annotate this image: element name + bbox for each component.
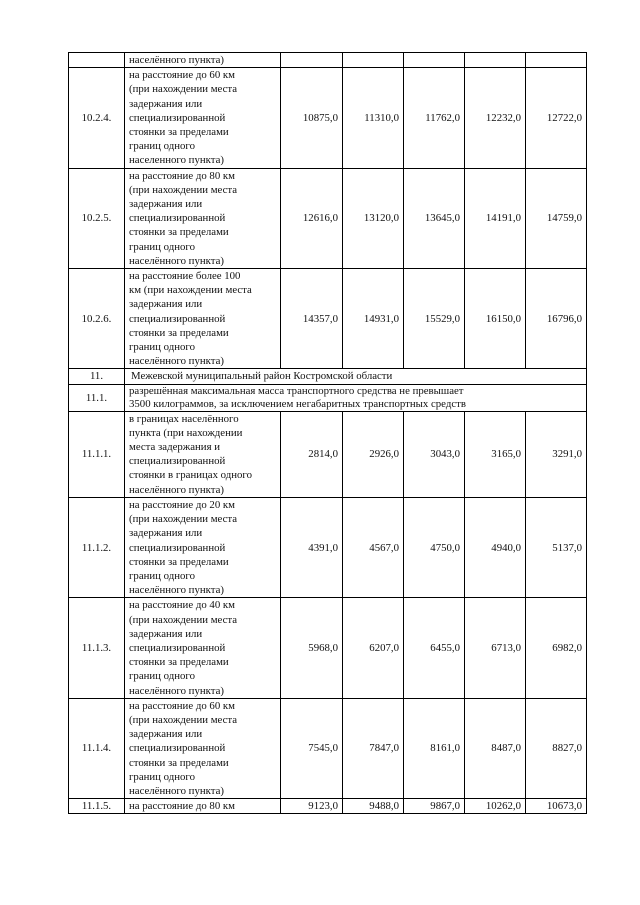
table-row	[69, 269, 587, 369]
price-value: 10262,0	[465, 799, 526, 814]
price-value: 3165,0	[465, 411, 526, 497]
price-value: 11762,0	[404, 68, 465, 168]
table-row	[69, 698, 587, 798]
price-value: 3043,0	[404, 411, 465, 497]
item-description: на расстояние до 40 км (при нахождении места задержания или специализированной стоянки за пределами границ одного населённого пункта)	[125, 598, 281, 698]
price-value: 6713,0	[465, 598, 526, 698]
subsection-description: разрешённая максимальная масса транспортного средства не превышает 3500 килограммов, за исключением негабаритных транспортных средств	[125, 384, 587, 411]
price-value: 5968,0	[281, 598, 343, 698]
table-body	[69, 53, 587, 814]
item-description: населённого пункта)	[125, 53, 281, 68]
price-cell	[465, 53, 526, 68]
price-value: 8827,0	[526, 698, 587, 798]
table-row	[69, 68, 587, 168]
price-value: 16150,0	[465, 269, 526, 369]
price-value: 3291,0	[526, 411, 587, 497]
item-number: 11.1.1.	[69, 411, 125, 497]
subsection-number: 11.1.	[69, 384, 125, 411]
price-value: 2814,0	[281, 411, 343, 497]
table-row	[69, 53, 587, 68]
table-row	[69, 598, 587, 698]
item-description: на расстояние до 60 км (при нахождении места задержания или специализированной стоянки за пределами границ одного населенного пункта)	[125, 68, 281, 168]
table-row	[69, 369, 587, 384]
table-row	[69, 799, 587, 814]
table-row	[69, 497, 587, 597]
price-value: 7545,0	[281, 698, 343, 798]
table-row	[69, 384, 587, 411]
item-number: 11.1.4.	[69, 698, 125, 798]
item-number: 11.1.3.	[69, 598, 125, 698]
price-cell	[526, 53, 587, 68]
section-title: Межевской муниципальный район Костромской области	[125, 369, 587, 384]
item-description: на расстояние до 80 км (при нахождении места задержания или специализированной стоянки за пределами границ одного населённого пункта)	[125, 168, 281, 268]
price-value: 9123,0	[281, 799, 343, 814]
table-row	[69, 168, 587, 268]
price-value: 9867,0	[404, 799, 465, 814]
price-value: 8161,0	[404, 698, 465, 798]
item-number: 11.1.2.	[69, 497, 125, 597]
price-value: 12232,0	[465, 68, 526, 168]
item-number-cell	[69, 53, 125, 68]
price-value: 6455,0	[404, 598, 465, 698]
price-cell	[343, 53, 404, 68]
price-value: 8487,0	[465, 698, 526, 798]
item-description: на расстояние до 20 км (при нахождении места задержания или специализированной стоянки за пределами границ одного населённого пункта)	[125, 497, 281, 597]
price-cell	[404, 53, 465, 68]
price-value: 15529,0	[404, 269, 465, 369]
tariff-table	[68, 52, 587, 814]
price-value: 10673,0	[526, 799, 587, 814]
price-value: 14759,0	[526, 168, 587, 268]
section-number: 11.	[69, 369, 125, 384]
item-number: 10.2.6.	[69, 269, 125, 369]
price-value: 14931,0	[343, 269, 404, 369]
price-value: 6207,0	[343, 598, 404, 698]
table-row	[69, 411, 587, 497]
price-value: 11310,0	[343, 68, 404, 168]
item-description: в границах населённого пункта (при нахождении места задержания и специализированной стоянки в границах одного населённого пункта)	[125, 411, 281, 497]
price-value: 4567,0	[343, 497, 404, 597]
price-value: 16796,0	[526, 269, 587, 369]
price-value: 5137,0	[526, 497, 587, 597]
price-value: 4750,0	[404, 497, 465, 597]
price-value: 4391,0	[281, 497, 343, 597]
price-value: 12722,0	[526, 68, 587, 168]
item-number: 10.2.5.	[69, 168, 125, 268]
price-value: 13645,0	[404, 168, 465, 268]
price-value: 12616,0	[281, 168, 343, 268]
price-value: 9488,0	[343, 799, 404, 814]
price-value: 14191,0	[465, 168, 526, 268]
price-value: 13120,0	[343, 168, 404, 268]
price-value: 6982,0	[526, 598, 587, 698]
item-number: 10.2.4.	[69, 68, 125, 168]
price-value: 7847,0	[343, 698, 404, 798]
item-description: на расстояние более 100 км (при нахождении места задержания или специализированной стоянки за пределами границ одного населённого пункта)	[125, 269, 281, 369]
price-value: 10875,0	[281, 68, 343, 168]
item-description: на расстояние до 60 км (при нахождении места задержания или специализированной стоянки за пределами границ одного населённого пункта)	[125, 698, 281, 798]
item-number: 11.1.5.	[69, 799, 125, 814]
price-value: 2926,0	[343, 411, 404, 497]
price-value: 4940,0	[465, 497, 526, 597]
price-value: 14357,0	[281, 269, 343, 369]
price-cell	[281, 53, 343, 68]
item-description: на расстояние до 80 км	[125, 799, 281, 814]
